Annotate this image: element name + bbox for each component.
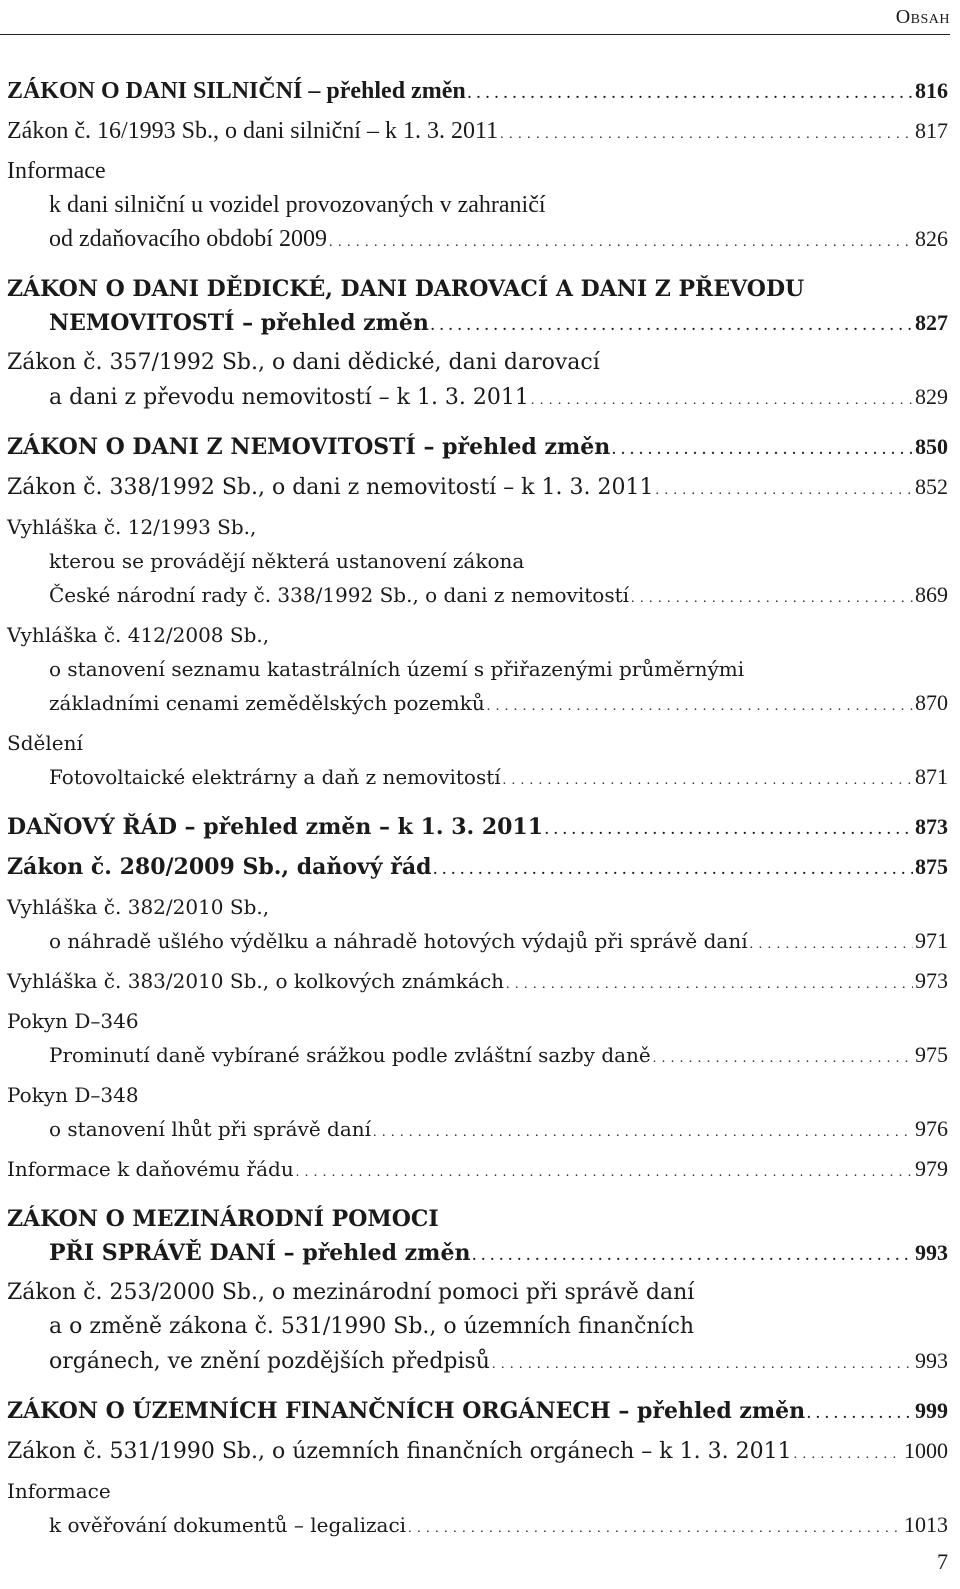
toc-section: [7, 810, 948, 1190]
toc-entry-title: základními cenami zemědělských pozemků: [49, 691, 485, 715]
toc-entry[interactable]: [7, 1202, 948, 1274]
toc-section: [7, 430, 948, 798]
leader-dots: [329, 226, 913, 260]
toc-entry-title: od zdaňovacího období 2009: [49, 226, 327, 252]
toc-entry-line: a o změně zákona č. 531/1990 Sb., o územních finančních: [49, 1314, 695, 1339]
page-number: 7: [937, 1549, 948, 1574]
toc-page-number: 999: [915, 1398, 948, 1423]
toc-page-number: 869: [915, 582, 948, 607]
toc-entry[interactable]: [7, 1474, 948, 1546]
toc-entry-title: ZÁKON O DANI Z NEMOVITOSTÍ – přehled změn: [7, 434, 611, 460]
toc-entry-line: Vyhláška č. 12/1993 Sb.,: [7, 515, 257, 539]
toc-entry[interactable]: [7, 890, 948, 962]
toc-page-number: 816: [915, 78, 948, 103]
toc-entry-title: Zákon č. 16/1993 Sb., o dani silniční – k 1. 3. 2011: [7, 118, 499, 144]
toc-page-number: 979: [915, 1156, 948, 1181]
leader-dots: [373, 1116, 913, 1150]
toc-entry-title: Zákon č. 280/2009 Sb., daňový řád: [7, 854, 432, 880]
toc-page-number: 975: [915, 1042, 948, 1067]
toc-entry-line: Pokyn D–348: [7, 1083, 139, 1107]
toc-entry-line: [7, 222, 948, 260]
toc-page-number: 870: [915, 690, 948, 715]
leader-dots: [433, 854, 913, 888]
toc-page-number: 976: [915, 1116, 948, 1141]
leader-dots: [296, 1156, 913, 1190]
toc-page-number: 850: [915, 434, 948, 459]
toc-entry-line: [7, 470, 948, 508]
toc-entry-line: [7, 430, 948, 468]
toc-entry-title: Zákon č. 531/1990 Sb., o územních finančních orgánech – k 1. 3. 2011: [7, 1439, 792, 1464]
leader-dots: [492, 1348, 913, 1382]
toc-entry[interactable]: [7, 1394, 948, 1432]
toc-entry-line: [7, 1038, 948, 1076]
toc-entry-title: Fotovoltaické elektrárny a daň z nemovitostí: [49, 765, 501, 789]
toc-entry-line: [7, 964, 948, 1002]
toc-page-number: 1013: [904, 1512, 948, 1537]
toc-entry-title: DAŇOVÝ ŘÁD – přehled změn – k 1. 3. 2011: [7, 814, 544, 840]
toc-entry-title: České národní rady č. 338/1992 Sb., o dani z nemovitostí: [49, 583, 630, 607]
toc-page-number: 973: [915, 968, 948, 993]
leader-dots: [612, 434, 913, 468]
toc-entry[interactable]: [7, 430, 948, 468]
toc-entry[interactable]: [7, 618, 948, 724]
leader-dots: [500, 118, 913, 152]
toc-entry-title: ZÁKON O DANI SILNIČNÍ – přehled změn: [7, 78, 466, 104]
toc-page-number: 873: [915, 814, 948, 839]
toc-page-number: 1000: [904, 1438, 948, 1463]
toc-entry-line: ZÁKON O MEZINÁRODNÍ POMOCI: [7, 1206, 439, 1232]
toc-entry-line: [7, 1344, 948, 1382]
toc-entry-title: Vyhláška č. 383/2010 Sb., o kolkových známkách: [7, 969, 505, 993]
toc-entry-line: Vyhláška č. 382/2010 Sb.,: [7, 895, 270, 919]
toc-entry-line: Zákon č. 253/2000 Sb., o mezinárodní pomoci při správě daní: [7, 1280, 695, 1305]
leader-dots: [487, 690, 913, 724]
toc-entry[interactable]: [7, 1152, 948, 1190]
toc-section: [7, 74, 948, 260]
toc-page-number: 852: [915, 474, 948, 499]
toc-entry[interactable]: [7, 964, 948, 1002]
toc-entry[interactable]: [7, 346, 948, 418]
toc-entry[interactable]: [7, 726, 948, 798]
toc-entry-line: [7, 1112, 948, 1150]
toc-entry-line: o stanovení seznamu katastrálních území s přiřazenými průměrnými: [49, 657, 745, 681]
toc-page-number: 971: [915, 928, 948, 953]
toc-entry-title: PŘI SPRÁVĚ DANÍ – přehled změn: [49, 1240, 471, 1266]
toc-entry-title: orgánech, ve znění pozdějších předpisů: [49, 1349, 490, 1374]
toc-entry-line: [7, 1236, 948, 1274]
toc-entry-line: Zákon č. 357/1992 Sb., o dani dědické, dani darovací: [7, 350, 600, 375]
toc-page-number: 993: [915, 1348, 948, 1373]
toc-entry[interactable]: [7, 510, 948, 616]
leader-dots: [653, 1042, 913, 1076]
toc-entry[interactable]: [7, 810, 948, 848]
toc-page-number: 826: [915, 226, 948, 251]
toc-section: [7, 1394, 948, 1546]
toc-entry-title: Informace k daňovému řádu: [7, 1157, 294, 1181]
toc-entry-line: [7, 924, 948, 962]
leader-dots: [468, 78, 913, 112]
toc-page-number: 817: [915, 118, 948, 143]
toc-page-number: 993: [915, 1240, 948, 1265]
toc-page-number: 829: [915, 384, 948, 409]
toc-entry[interactable]: [7, 1004, 948, 1076]
toc-entry-title: o stanovení lhůt při správě daní: [49, 1117, 372, 1141]
toc-entry-line: Sdělení: [7, 731, 83, 755]
toc-section: [7, 272, 948, 418]
toc-entry-title: Prominutí daně vybírané srážkou podle zvláštní sazby daně: [49, 1043, 651, 1067]
toc-entry[interactable]: [7, 272, 948, 344]
leader-dots: [503, 764, 913, 798]
toc-entry[interactable]: [7, 1078, 948, 1150]
toc-entry-line: k dani silniční u vozidel provozovaných v zahraničí: [49, 192, 546, 218]
toc-entry-line: [7, 114, 948, 152]
leader-dots: [545, 814, 913, 848]
leader-dots: [506, 968, 913, 1002]
toc-entry-line: [7, 810, 948, 848]
toc-page-number: 871: [915, 764, 948, 789]
toc-entry-line: [7, 686, 948, 724]
leader-dots: [531, 384, 913, 418]
leader-dots: [807, 1398, 913, 1432]
toc-entry-line: Informace: [7, 1479, 111, 1503]
toc-entry[interactable]: [7, 74, 948, 112]
toc-entry-line: [7, 306, 948, 344]
toc-entry-title: o náhradě ušlého výdělku a náhradě hotových výdajů při správě daní: [49, 929, 748, 953]
toc-entry-line: [7, 1508, 948, 1546]
toc-entry-title: Zákon č. 338/1992 Sb., o dani z nemovitostí – k 1. 3. 2011: [7, 475, 654, 500]
toc-entry-line: Pokyn D–346: [7, 1009, 139, 1033]
toc-entry[interactable]: [7, 114, 948, 152]
toc-entry-line: [7, 1434, 948, 1472]
leader-dots: [631, 582, 913, 616]
toc-entry[interactable]: [7, 154, 948, 260]
toc-entry-line: [7, 578, 948, 616]
toc-entry-line: [7, 74, 948, 112]
toc-entry-line: [7, 760, 948, 798]
leader-dots: [408, 1512, 902, 1546]
running-head: Obsah: [895, 6, 950, 28]
toc-entry-line: [7, 1152, 948, 1190]
header-rule: [0, 34, 950, 35]
toc-entry[interactable]: [7, 1276, 948, 1382]
leader-dots: [750, 928, 913, 962]
leader-dots: [794, 1438, 902, 1472]
leader-dots: [655, 474, 913, 508]
leader-dots: [472, 1240, 913, 1274]
toc-entry-title: a dani z převodu nemovitostí – k 1. 3. 2011: [49, 385, 529, 410]
toc-page-number: 827: [915, 310, 948, 335]
toc-entry-title: ZÁKON O ÚZEMNÍCH FINANČNÍCH ORGÁNECH – přehled změn: [7, 1398, 806, 1424]
toc-entry-line: ZÁKON O DANI DĚDICKÉ, DANI DAROVACÍ A DANI Z PŘEVODU: [7, 276, 805, 302]
table-of-contents: [7, 74, 948, 1558]
toc-entry-line: Informace: [7, 158, 106, 184]
toc-entry-line: [7, 1394, 948, 1432]
toc-entry-title: k ověřování dokumentů – legalizaci: [49, 1513, 407, 1537]
leader-dots: [431, 310, 913, 344]
toc-section: [7, 1202, 948, 1382]
toc-entry-line: [7, 850, 948, 888]
toc-entry-line: Vyhláška č. 412/2008 Sb.,: [7, 623, 270, 647]
toc-entry[interactable]: [7, 470, 948, 508]
toc-entry-title: NEMOVITOSTÍ – přehled změn: [49, 310, 429, 336]
toc-entry[interactable]: [7, 850, 948, 888]
toc-entry-line: kterou se provádějí některá ustanovení zákona: [49, 549, 525, 573]
toc-entry[interactable]: [7, 1434, 948, 1472]
toc-entry-line: [7, 380, 948, 418]
toc-page-number: 875: [915, 854, 948, 879]
